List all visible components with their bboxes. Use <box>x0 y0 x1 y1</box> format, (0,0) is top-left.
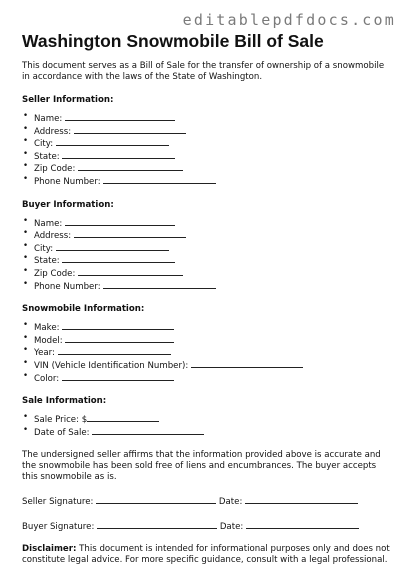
snowmobile-vin-line[interactable] <box>191 359 303 368</box>
sale-price-field: • Sale Price: $ <box>34 413 394 426</box>
snowmobile-fields <box>22 321 394 384</box>
buyer-zip-field: • Zip Code: <box>34 267 394 280</box>
seller-fields <box>22 112 394 188</box>
buyer-heading: Buyer Information: <box>22 199 114 210</box>
seller-phone-line[interactable] <box>103 175 216 184</box>
seller-zip-line[interactable] <box>78 162 183 171</box>
seller-signature-row <box>22 495 394 508</box>
sale-price-line[interactable] <box>87 413 159 422</box>
snowmobile-heading: Snowmobile Information: <box>22 304 145 315</box>
disclaimer-text: This document is intended for informational purposes only and does not constitute legal advice. For more specific guidance, consult with a legal professional. <box>22 544 390 566</box>
document-title: Washington Snowmobile Bill of Sale <box>22 31 324 51</box>
buyer-state-line[interactable] <box>62 254 175 263</box>
sale-heading: Sale Information: <box>22 396 107 407</box>
seller-state-line[interactable] <box>62 150 175 159</box>
buyer-signature-row <box>22 520 394 533</box>
sale-date-line[interactable] <box>92 426 204 435</box>
snowmobile-make-field: • Make: <box>34 321 394 334</box>
sale-fields <box>22 413 394 438</box>
buyer-city-line[interactable] <box>56 242 169 251</box>
buyer-state-field: • State: <box>34 254 394 267</box>
buyer-address-line[interactable] <box>74 229 186 238</box>
seller-state-field: • State: <box>34 150 394 163</box>
buyer-name-field: • Name: <box>34 217 394 230</box>
document-page <box>22 30 394 566</box>
buyer-date-line[interactable] <box>246 520 359 529</box>
buyer-signature-label: Buyer Signature: <box>22 522 95 533</box>
seller-address-field: • Address: <box>34 125 394 138</box>
seller-name-line[interactable] <box>65 112 175 121</box>
disclaimer-paragraph <box>22 544 394 566</box>
affirmation-paragraph: The undersigned seller affirms that the information provided above is accurate and the snowmobile has been sold free of liens and encumbrances. The buyer accepts this snowmobile as is. <box>22 450 381 483</box>
seller-zip-field: • Zip Code: <box>34 162 394 175</box>
seller-signature-label: Seller Signature: <box>22 497 94 508</box>
seller-city-line[interactable] <box>56 137 169 146</box>
watermark: editablepdfdocs.com <box>182 11 396 29</box>
snowmobile-year-line[interactable] <box>58 346 171 355</box>
buyer-date-label: Date: <box>219 522 244 533</box>
seller-date-line[interactable] <box>245 495 358 504</box>
seller-name-field: • Name: <box>34 112 394 125</box>
snowmobile-make-line[interactable] <box>62 321 174 330</box>
intro-paragraph: This document serves as a Bill of Sale for the transfer of ownership of a snowmobile in accordance with the laws of the State of Washington. <box>22 61 385 82</box>
buyer-name-line[interactable] <box>65 217 175 226</box>
seller-phone-field: • Phone Number: <box>34 175 394 188</box>
seller-signature-line[interactable] <box>96 495 216 504</box>
buyer-fields <box>22 217 394 293</box>
snowmobile-model-field: • Model: <box>34 334 394 347</box>
seller-heading: Seller Information: <box>22 95 114 105</box>
snowmobile-year-field: • Year: <box>34 346 394 359</box>
disclaimer-label: Disclaimer: <box>22 544 77 555</box>
snowmobile-color-field: • Color: <box>34 372 394 385</box>
seller-address-line[interactable] <box>74 125 186 134</box>
sale-date-field: • Date of Sale: <box>34 426 394 439</box>
buyer-zip-line[interactable] <box>78 267 183 276</box>
buyer-signature-line[interactable] <box>97 520 217 529</box>
snowmobile-color-line[interactable] <box>62 372 174 381</box>
buyer-phone-field: • Phone Number: <box>34 280 394 293</box>
buyer-city-field: • City: <box>34 242 394 255</box>
buyer-address-field: • Address: <box>34 229 394 242</box>
buyer-phone-line[interactable] <box>103 280 216 289</box>
seller-city-field: • City: <box>34 137 394 150</box>
seller-date-label: Date: <box>218 497 243 508</box>
snowmobile-model-line[interactable] <box>65 334 174 343</box>
snowmobile-vin-field: • VIN (Vehicle Identification Number): <box>34 359 394 372</box>
